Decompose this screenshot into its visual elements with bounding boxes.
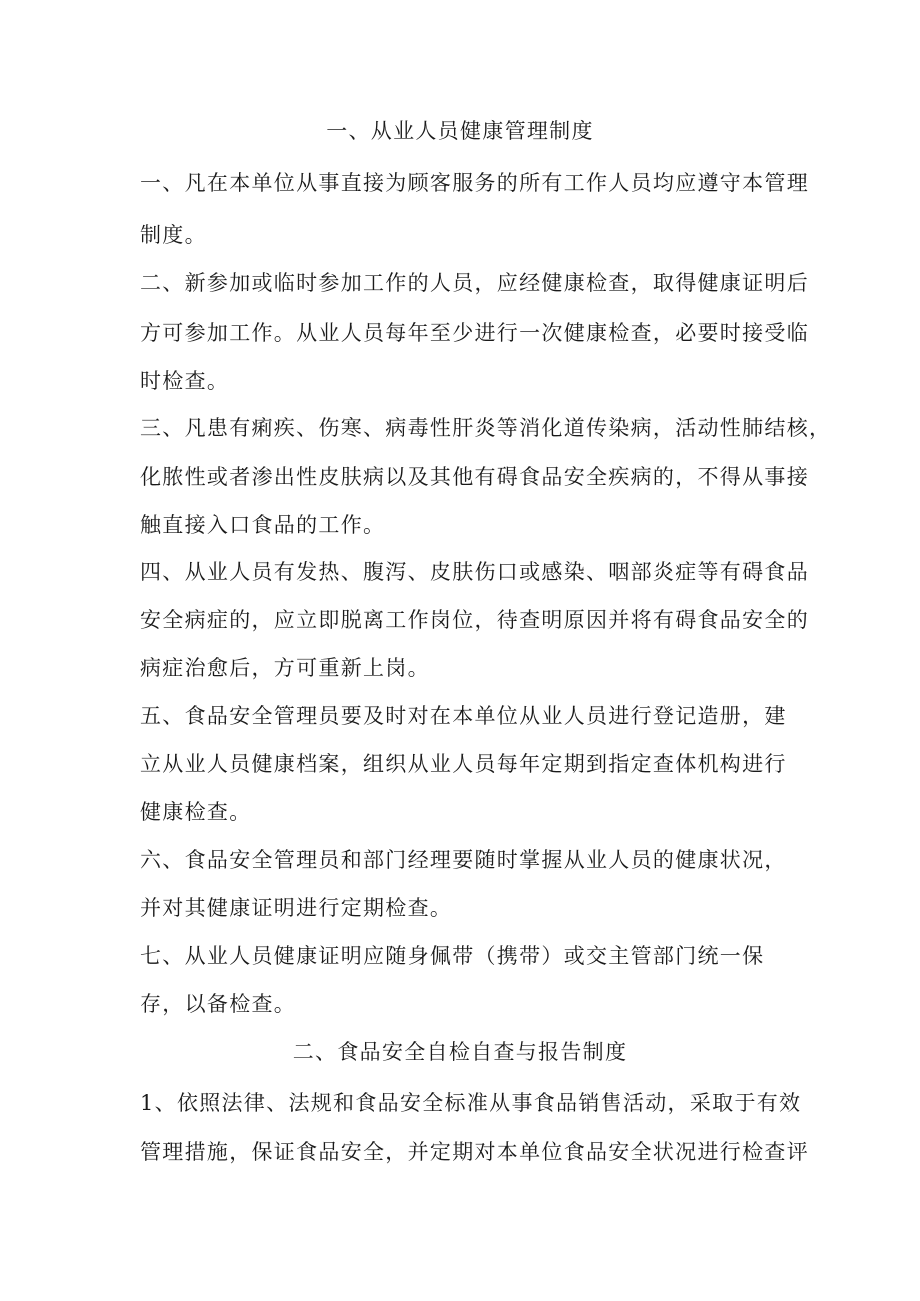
- item-2-line-3: 时检查。: [140, 369, 230, 393]
- item-6-line-1: 六、食品安全管理员和部门经理要随时掌握从业人员的健康状况，: [140, 848, 787, 872]
- section-2-title: 二、食品安全自检自查与报告制度: [292, 1040, 628, 1064]
- item-6-line-2: 并对其健康证明进行定期检查。: [140, 896, 453, 920]
- item-5-line-3: 健康检查。: [140, 800, 252, 824]
- item-3-line-2: 化脓性或者渗出性皮肤病以及其他有碍食品安全疾病的，不得从事接: [140, 465, 809, 489]
- item-3-line-1: 三、凡患有痢疾、伤寒、病毒性肝炎等消化道传染病，活动性肺结核，: [140, 416, 832, 440]
- item-3-line-3: 触直接入口食品的工作。: [140, 513, 386, 537]
- item-7-line-1: 七、从业人员健康证明应随身佩带（携带）或交主管部门统一保: [140, 944, 765, 968]
- section-1-title: 一、从业人员健康管理制度: [326, 119, 594, 143]
- item-4-line-3: 病症治愈后，方可重新上岗。: [140, 656, 430, 680]
- item-5-line-1: 五、食品安全管理员要及时对在本单位从业人员进行登记造册，建: [140, 704, 787, 728]
- item-4-line-1: 四、从业人员有发热、腹泻、皮肤伤口或感染、咽部炎症等有碍食品: [140, 560, 809, 584]
- item-1-line-1: 一、凡在本单位从事直接为顾客服务的所有工作人员均应遵守本管理: [140, 171, 809, 195]
- item-2-line-2: 方可参加工作。从业人员每年至少进行一次健康检查，必要时接受临: [140, 321, 809, 345]
- item-7-line-2: 存，以备检查。: [140, 992, 297, 1016]
- item-1-line-2: 制度。: [140, 223, 207, 247]
- item-5-line-2: 立从业人员健康档案，组织从业人员每年定期到指定查体机构进行: [140, 752, 787, 776]
- section-2-item-1-line-1: 1、依照法律、法规和食品安全标准从事食品销售活动，采取于有效: [140, 1091, 802, 1115]
- item-2-line-1: 二、新参加或临时参加工作的人员，应经健康检查，取得健康证明后: [140, 271, 809, 295]
- section-2-item-1-line-2: 管理措施，保证食品安全，并定期对本单位食品安全状况进行检查评: [140, 1140, 809, 1164]
- item-4-line-2: 安全病症的，应立即脱离工作岗位，待查明原因并将有碍食品安全的: [140, 608, 809, 632]
